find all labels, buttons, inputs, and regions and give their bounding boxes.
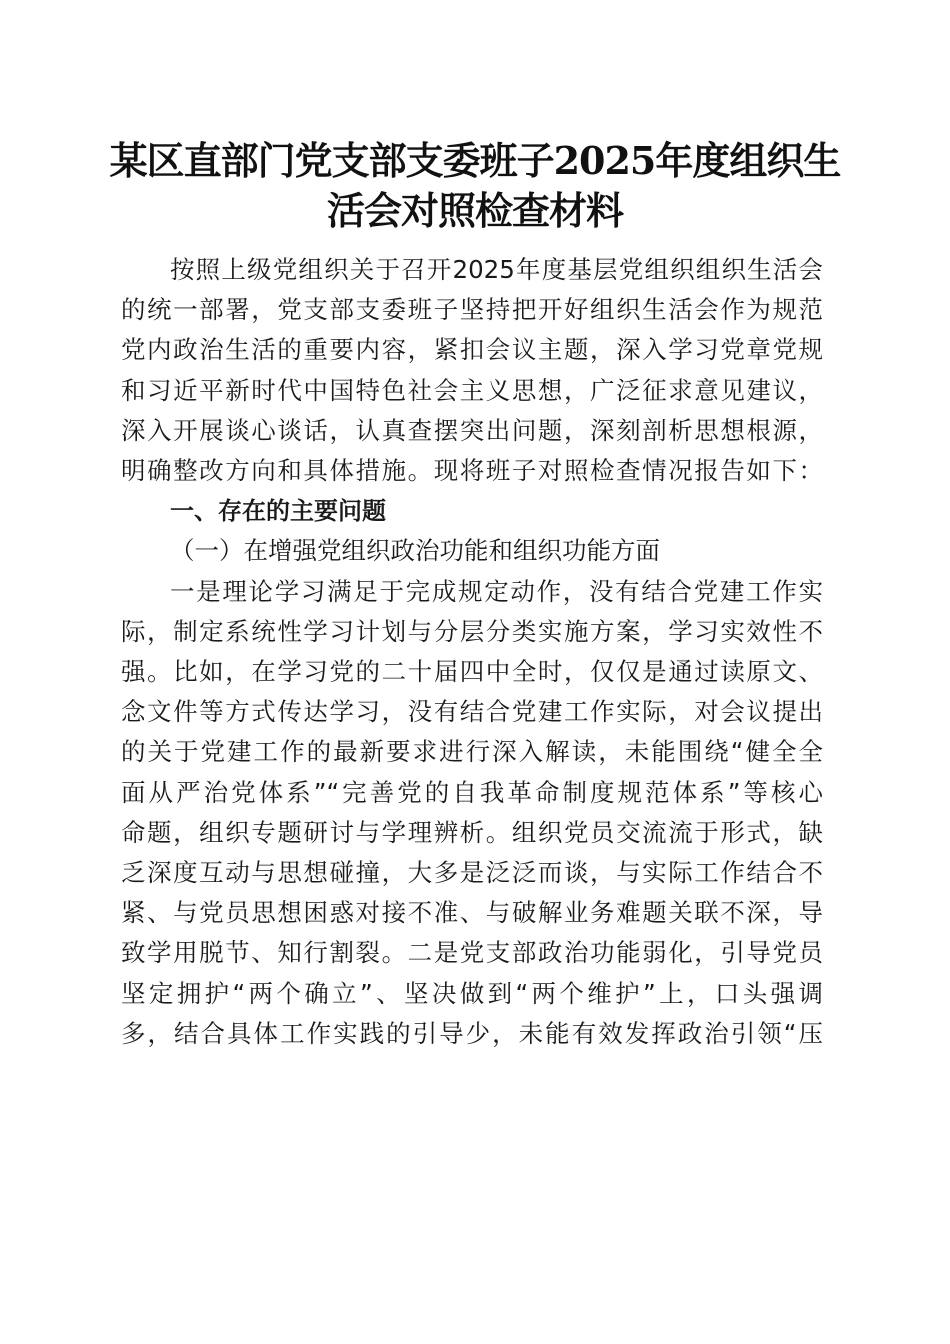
- text-line: 坚定拥护“两个确立”、坚决做到“两个维护”上，口头强调: [121, 978, 823, 1008]
- text-line: 深入开展谈心谈话，认真查摆突出问题，深刻剖析思想根源，: [121, 415, 823, 445]
- text-line: 紧、与党员思想困惑对接不准、与破解业务难题关联不深，导: [121, 898, 823, 928]
- title-line-2: 活会对照检查材料: [326, 188, 623, 233]
- text-line: 明确整改方向和具体措施。现将班子对照检查情况报告如下：: [121, 456, 823, 486]
- title-line-1: 某区直部门党支部支委班子2025年度组织生: [109, 138, 841, 183]
- text-line: 命题，组织专题研讨与学理辨析。组织党员交流流于形式，缺: [121, 817, 823, 847]
- text-line: 际，制定系统性学习计划与分层分类实施方案，学习实效性不: [121, 616, 823, 646]
- text-line: 一是理论学习满足于完成规定动作，没有结合党建工作实: [170, 576, 823, 606]
- section-heading: 一、存在的主要问题: [170, 497, 386, 526]
- text-line: 念文件等方式传达学习，没有结合党建工作实际，对会议提出: [121, 697, 823, 727]
- text-line: 按照上级党组织关于召开2025年度基层党组织组织生活会: [170, 255, 823, 284]
- text-line: 的关于党建工作的最新要求进行深入解读，未能围绕“健全全: [121, 737, 823, 767]
- text-line: 面从严治党体系”“完善党的自我革命制度规范体系”等核心: [121, 777, 823, 807]
- intro-paragraph: [121, 250, 823, 491]
- text-line: 乏深度互动与思想碰撞，大多是泛泛而谈，与实际工作结合不: [121, 858, 823, 888]
- subsection-heading: （一）在增强党组织政治功能和组织功能方面: [170, 536, 660, 566]
- text-line: 致学用脱节、知行割裂。二是党支部政治功能弱化，引导党员: [121, 938, 823, 968]
- text-line: 强。比如，在学习党的二十届四中全时，仅仅是通过读原文、: [121, 657, 823, 687]
- document-title: [100, 136, 850, 236]
- text-line: 党内政治生活的重要内容，紧扣会议主题，深入学习党章党规: [121, 335, 823, 365]
- text-line: 的统一部署，党支部支委班子坚持把开好组织生活会作为规范: [121, 295, 823, 325]
- text-line: 多，结合具体工作实践的引导少，未能有效发挥政治引领“压: [121, 1018, 823, 1048]
- document-body: [121, 250, 823, 1054]
- text-line: 和习近平新时代中国特色社会主义思想，广泛征求意见建议，: [121, 375, 823, 405]
- body-paragraph: [121, 572, 823, 1054]
